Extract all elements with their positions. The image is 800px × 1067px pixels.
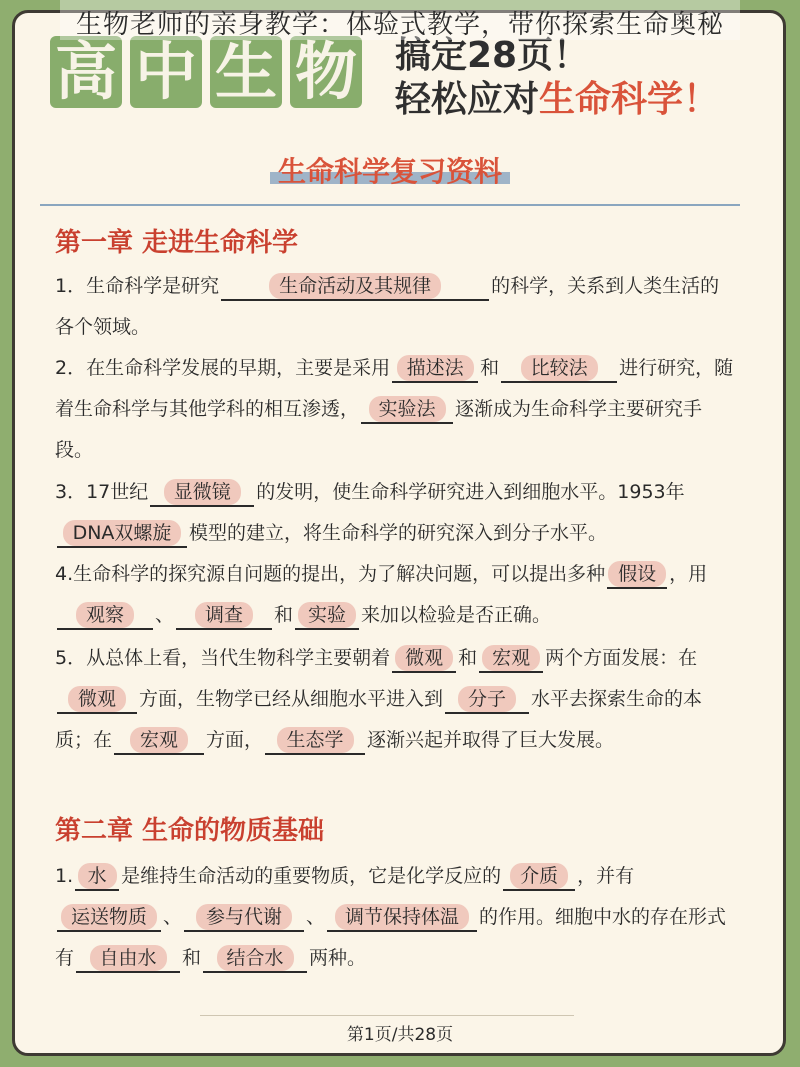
question-text: 和 [458,647,478,669]
answer: 微观 [395,645,453,671]
answer-blank [184,904,304,932]
question-text: ，用 [669,563,708,585]
answer: 水 [78,863,117,889]
divider [40,204,740,206]
answer-blank [150,479,254,507]
slogan-highlight: 生命科学！ [539,79,720,120]
question-text: 模型的建立，将生命科学的研究深入到分子水平。 [189,522,608,544]
question-2 [55,348,735,471]
answer-blank [57,904,161,932]
answer-blank [57,602,153,630]
question-text: 是维持生命活动的重要物质，它是化学反应的 [121,865,502,887]
answer-blank [75,863,119,891]
slogan-line2 [395,78,719,122]
question-text: 3．17世纪 [55,481,149,503]
question-text: 和 [182,947,202,969]
answer-blank [503,863,575,891]
answer: 自由水 [90,945,167,971]
answer-blank [392,355,478,383]
answer: 生命活动及其规律 [269,273,441,299]
chapter-title: 第二章 生命的物质基础 [55,816,325,846]
question-text: 来加以检验是否正确。 [361,604,552,626]
answer-blank [221,273,489,301]
answer-blank [57,520,187,548]
answer: 描述法 [397,355,474,381]
answer: 宏观 [130,727,188,753]
answer-blank [76,945,180,973]
question-text: 1．生命科学是研究 [55,275,220,297]
answer-blank [361,396,453,424]
question-text: 的发明，使生命科学研究进入到细胞水平。1953年 [256,481,685,503]
answer: 比较法 [521,355,598,381]
question-text: 、 [306,906,326,928]
question-text: 两种。 [309,947,367,969]
logo-char: 生 [210,36,282,108]
question-text: 水平去探索生命的本质；在 [55,688,703,751]
page-indicator: 第1页/共28页 [346,1025,454,1045]
question-3 [55,472,735,554]
answer: 参与代谢 [196,904,292,930]
overlay-title: 生物老师的亲身教学：体验式教学，带你探索生命奥秘 [75,10,724,40]
question-text: 两个方面发展：在 [545,647,698,669]
question-text: 方面， [206,729,264,751]
answer-blank [607,561,667,589]
answer: 假设 [608,561,666,587]
footer-divider [200,1015,574,1016]
answer-blank [327,904,477,932]
answer: 观察 [76,602,134,628]
question-ch2-1 [55,856,735,979]
answer-blank [479,645,543,673]
answer: 结合水 [217,945,294,971]
answer-blank [114,727,204,755]
answer: 微观 [68,686,126,712]
question-text: 、 [163,906,183,928]
answer-blank [203,945,307,973]
answer-blank [176,602,272,630]
answer: 调查 [195,602,253,628]
answer-blank [501,355,617,383]
answer: 显微镜 [164,479,241,505]
answer-blank [392,645,456,673]
question-text: 1. [55,865,74,887]
question-text: 进行研究，随着生命科学与其他学科的相互渗透， [55,357,734,420]
answer: DNA双螺旋 [63,520,182,546]
answer: 介质 [510,863,568,889]
slogan-line1: 搞定28页！ [395,35,590,76]
answer: 调节保持体温 [335,904,469,930]
answer: 实验 [298,602,356,628]
question-text: 的作用。细胞中水的存在形式有 [55,906,727,969]
slogan [395,34,719,122]
answer-blank [265,727,365,755]
question-text: 方面，生物学已经从细胞水平进入到 [139,688,444,710]
question-text: 4.生命科学的探究源自问题的提出，为了解决问题，可以提出多种 [55,563,606,585]
question-text: 逐渐兴起并取得了巨大发展。 [367,729,615,751]
answer-blank [445,686,529,714]
question-5 [55,638,735,761]
question-text: 逐渐成为生命科学主要研究手段。 [55,398,703,461]
answer: 实验法 [369,396,446,422]
answer: 宏观 [482,645,540,671]
question-text: 2．在生命科学发展的早期，主要是采用 [55,357,391,379]
logo-char: 物 [290,36,362,108]
question-text: 5．从总体上看，当代生物科学主要朝着 [55,647,391,669]
answer: 运送物质 [61,904,157,930]
question-text: 和 [274,604,294,626]
logo-char: 中 [130,36,202,108]
question-text: 、 [155,604,175,626]
logo [50,36,362,108]
question-1 [55,266,735,348]
question-4 [55,554,735,636]
answer: 生态学 [277,727,354,753]
logo-char: 高 [50,36,122,108]
chapter-title: 第一章 走进生命科学 [55,228,299,258]
answer: 分子 [458,686,516,712]
answer-blank [57,686,137,714]
question-text: 的科学，关系到人类生活的各个领域。 [55,275,720,338]
question-text: ，并有 [577,865,635,887]
slogan-prefix: 轻松应对 [395,79,540,120]
section-title: 生命科学复习资料 [270,150,510,190]
answer-blank [295,602,359,630]
question-text: 和 [480,357,500,379]
